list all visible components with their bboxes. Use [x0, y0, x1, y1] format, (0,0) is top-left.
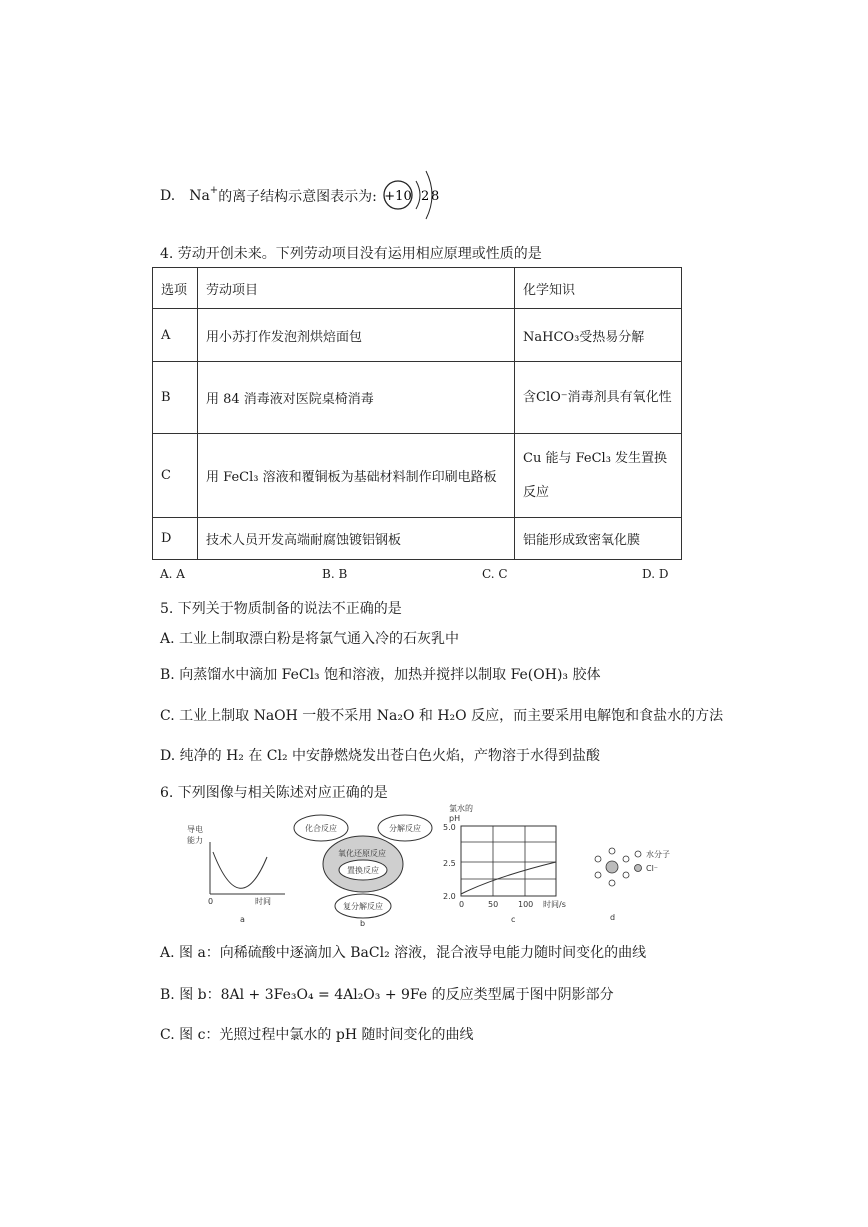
q6-figures	[185, 802, 685, 927]
fig-a-xlabel: 时间	[255, 897, 271, 906]
q4-title: 4. 劳动开创未来。下列劳动项目没有运用相应原理或性质的是	[160, 246, 542, 262]
header-option: 选项	[153, 268, 198, 309]
shell1-electrons: 2	[421, 189, 430, 204]
row-item: 用 84 消毒液对医院桌椅消毒	[198, 362, 515, 434]
fig-b-double-decomposition: 复分解反应	[343, 902, 383, 911]
fig-c-xtick: 50	[488, 900, 499, 909]
ion-structure-diagram	[378, 163, 448, 223]
choice-c[interactable]: C. C	[482, 567, 508, 581]
fig-d-legend-cl-icon	[635, 865, 642, 872]
row-knowledge: 含ClO⁻消毒剂具有氧化性	[515, 362, 682, 434]
figure-b	[293, 812, 433, 927]
fig-a-ylabel-2: 能力	[187, 836, 203, 845]
row-item: 用 FeCl₃ 溶液和覆铜板为基础材料制作印刷电路板	[198, 434, 515, 518]
table-row	[153, 362, 682, 434]
fig-c-curve	[461, 862, 556, 894]
fig-c-caption: c	[511, 915, 516, 924]
row-item: 技术人员开发高端耐腐蚀镀铝钢板	[198, 518, 515, 560]
q3-option-d-text: 的离子结构示意图表示为:	[218, 189, 377, 205]
q3-option-d-label: D.	[160, 188, 176, 204]
fig-c-title-1: 氯水的	[449, 804, 473, 813]
fig-c-title-2: pH	[449, 814, 461, 823]
header-item: 劳动项目	[198, 268, 515, 309]
q6-title: 6. 下列图像与相关陈述对应正确的是	[160, 785, 388, 801]
fig-d-chloride-ion	[606, 861, 618, 873]
q5-option-b[interactable]: B. 向蒸馏水中滴加 FeCl₃ 饱和溶液，加热并搅拌以制取 Fe(OH)₃ 胶体	[160, 667, 601, 683]
nucleus-charge: +10	[384, 189, 412, 204]
table-row	[153, 518, 682, 560]
figure-d	[590, 832, 685, 927]
figure-a	[185, 822, 295, 927]
fig-a-caption: a	[240, 915, 245, 924]
fig-c-ytick: 5.0	[443, 823, 456, 832]
q6-option-c[interactable]: C. 图 c：光照过程中氯水的 pH 随时间变化的曲线	[160, 1027, 474, 1043]
table-row	[153, 434, 682, 518]
fig-b-decomposition: 分解反应	[389, 824, 421, 833]
row-knowledge: Cu 能与 FeCl₃ 发生置换反应	[515, 434, 682, 518]
q6-option-a[interactable]: A. 图 a：向稀硫酸中逐滴加入 BaCl₂ 溶液，混合液导电能力随时间变化的曲线	[160, 945, 647, 961]
row-option: A	[153, 309, 198, 362]
table-header-row	[153, 268, 682, 309]
figure-c	[435, 802, 575, 927]
q5-option-a[interactable]: A. 工业上制取漂白粉是将氯气通入冷的石灰乳中	[160, 631, 460, 647]
shell2-electrons: 8	[431, 189, 440, 204]
q3-ion-charge: +	[209, 184, 219, 196]
choice-b[interactable]: B. B	[322, 567, 348, 581]
header-knowledge: 化学知识	[515, 268, 682, 309]
table-row	[153, 309, 682, 362]
fig-b-combination: 化合反应	[305, 824, 337, 833]
choice-d[interactable]: D. D	[642, 567, 669, 581]
q5-option-d[interactable]: D. 纯净的 H₂ 在 Cl₂ 中安静燃烧发出苍白色火焰，产物溶于水得到盐酸	[160, 748, 601, 764]
row-knowledge: 铝能形成致密氧化膜	[515, 518, 682, 560]
row-option: C	[153, 434, 198, 518]
fig-c-xtick: 100	[518, 900, 534, 909]
q3-option-d	[160, 178, 377, 214]
row-option: B	[153, 362, 198, 434]
fig-d-legend-water: 水分子	[646, 850, 670, 859]
q5-option-c[interactable]: C. 工业上制取 NaOH 一般不采用 Na₂O 和 H₂O 反应，而主要采用电解饱和食盐水的方法	[160, 708, 724, 724]
fig-c-xlabel: 时间/s	[543, 900, 566, 909]
fig-a-ylabel-1: 导电	[187, 825, 203, 834]
fig-c-ytick: 2.0	[443, 892, 456, 901]
q6-option-b[interactable]: B. 图 b：8Al + 3Fe₃O₄ = 4Al₂O₃ + 9Fe 的反应类型属于图中阴影部分	[160, 987, 614, 1003]
fig-d-legend-water-icon	[635, 851, 641, 857]
row-knowledge: NaHCO₃受热易分解	[515, 309, 682, 362]
fig-a-origin: 0	[208, 897, 214, 906]
fig-c-ytick: 2.5	[443, 859, 456, 868]
q4-table	[152, 267, 682, 560]
fig-b-redox: 氧化还原反应	[338, 849, 386, 858]
fig-d-caption: d	[610, 913, 616, 922]
row-option: D	[153, 518, 198, 560]
fig-c-frame	[461, 826, 556, 896]
row-item: 用小苏打作发泡剂烘焙面包	[198, 309, 515, 362]
fig-b-caption: b	[360, 919, 366, 927]
fig-a-curve	[213, 852, 267, 888]
q5-title: 5. 下列关于物质制备的说法不正确的是	[160, 601, 402, 617]
fig-c-xtick: 0	[459, 900, 465, 909]
q3-ion-symbol: Na	[189, 188, 210, 204]
fig-d-legend-cl: Cl⁻	[646, 864, 659, 873]
choice-a[interactable]: A. A	[160, 567, 185, 581]
fig-b-displacement: 置换反应	[347, 866, 379, 875]
